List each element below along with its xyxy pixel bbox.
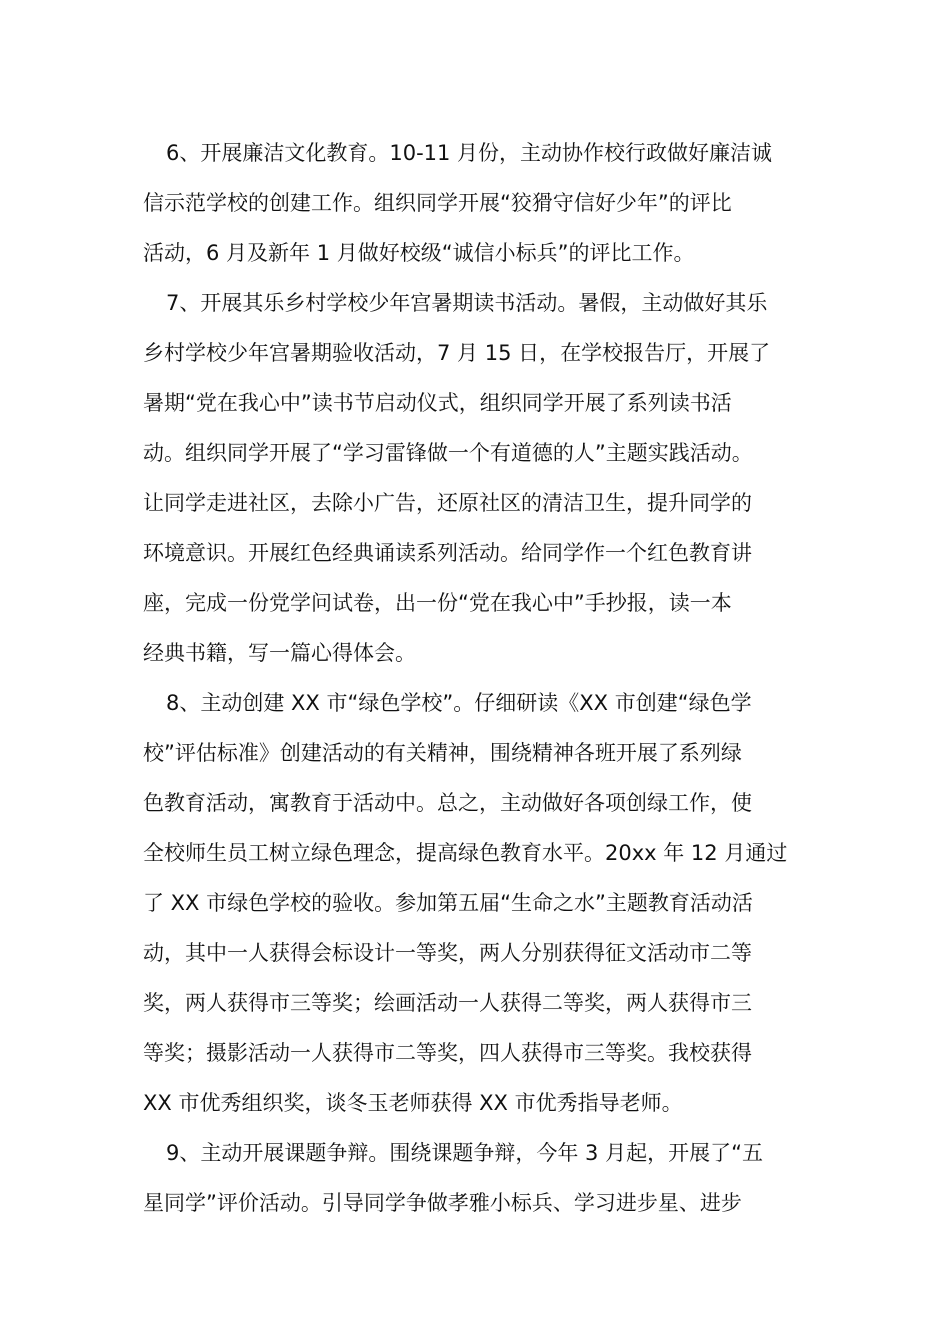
paragraph-8-line-5: 了 XX 市绿色学校的验收。参加第五届“生命之水”主题教育活动活 xyxy=(143,891,753,915)
paragraph-8-line-2: 校”评估标准》创建活动的有关精神，围绕精神各班开展了系列绿 xyxy=(143,741,742,765)
paragraph-7-line-3: 暑期“党在我心中”读书节启动仪式，组织同学开展了系列读书活 xyxy=(143,391,732,415)
paragraph-7-line-4: 动。组织同学开展了“学习雷锋做一个有道德的人”主题实践活动。 xyxy=(143,441,753,465)
paragraph-8-line-7: 奖，两人获得市三等奖；绘画活动一人获得二等奖，两人获得市三 xyxy=(143,991,752,1015)
paragraph-8-line-6: 动，其中一人获得会标设计一等奖，两人分别获得征文活动市二等 xyxy=(143,941,752,965)
paragraph-7-line-6: 环境意识。开展红色经典诵读系列活动。给同学作一个红色教育讲 xyxy=(143,541,752,565)
paragraph-7-line-5: 让同学走进社区，去除小广告，还原社区的清洁卫生，提升同学的 xyxy=(143,491,752,515)
paragraph-9-line-2: 星同学”评价活动。引导同学争做孝雅小标兵、学习进步星、进步 xyxy=(143,1191,742,1215)
paragraph-6-line-1: 6、开展廉洁文化教育。10-11 月份，主动协作校行政做好廉洁诚 xyxy=(166,141,773,165)
paragraph-8-line-1: 8、主动创建 XX 市“绿色学校”。仔细研读《XX 市创建“绿色学 xyxy=(166,691,752,715)
paragraph-8-line-4: 全校师生员工树立绿色理念，提高绿色教育水平。20xx 年 12 月通过 xyxy=(143,841,788,865)
paragraph-7-line-1: 7、开展其乐乡村学校少年宫暑期读书活动。暑假，主动做好其乐 xyxy=(166,291,768,315)
paragraph-7-line-2: 乡村学校少年宫暑期验收活动，7 月 15 日，在学校报告厅，开展了 xyxy=(143,341,771,365)
paragraph-8-line-9: XX 市优秀组织奖，谈冬玉老师获得 XX 市优秀指导老师。 xyxy=(143,1091,683,1115)
paragraph-7-line-7: 座，完成一份党学问试卷，出一份“党在我心中”手抄报，读一本 xyxy=(143,591,732,615)
paragraph-8-line-8: 等奖；摄影活动一人获得市二等奖，四人获得市三等奖。我校获得 xyxy=(143,1041,752,1065)
paragraph-6-line-3: 活动，6 月及新年 1 月做好校级“诚信小标兵”的评比工作。 xyxy=(143,241,695,265)
paragraph-9-line-1: 9、主动开展课题争辩。围绕课题争辩，今年 3 月起，开展了“五 xyxy=(166,1141,763,1165)
paragraph-7-line-8: 经典书籍，写一篇心得体会。 xyxy=(143,641,416,665)
document-body xyxy=(143,128,823,1228)
paragraph-6-line-2: 信示范学校的创建工作。组织同学开展“狡猾守信好少年”的评比 xyxy=(143,191,732,215)
paragraph-8-line-3: 色教育活动，寓教育于活动中。总之，主动做好各项创绿工作，使 xyxy=(143,791,752,815)
